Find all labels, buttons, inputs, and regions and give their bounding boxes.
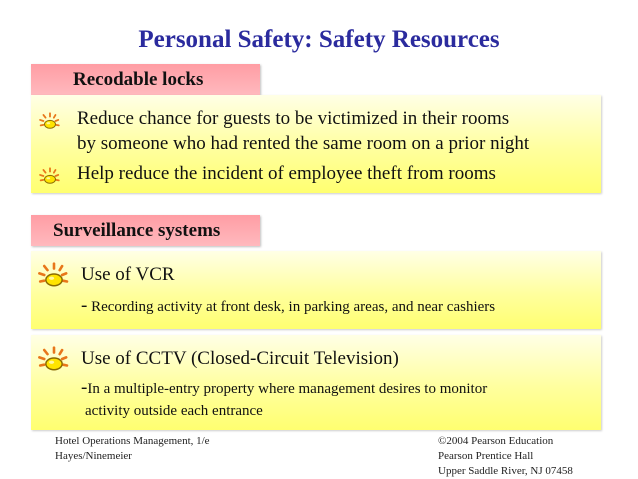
section-tab-surveillance-systems (31, 215, 260, 246)
slide-title: Personal Safety: Safety Resources (138, 26, 500, 53)
sub-item-text: Recording activity at front desk, in parking areas, and near cashiers (87, 299, 496, 315)
bullet-continuation (77, 133, 529, 155)
footer-book-title: Hotel Operations Management, 1/e (55, 435, 210, 447)
sub-item-text: In a multiple-entry property where management desires to monitor (87, 381, 488, 397)
sub-item (81, 295, 495, 317)
bullet-item (35, 348, 399, 370)
bullet-item (35, 264, 175, 286)
section-heading: Surveillance systems (53, 220, 221, 241)
footer-authors: Hayes/Ninemeier (55, 450, 132, 462)
vcr-panel (31, 251, 601, 329)
sun-bullet-icon (39, 166, 61, 186)
footer-left (55, 434, 210, 464)
bullet-text: Reduce chance for guests to be victimized in their rooms (77, 108, 510, 129)
cctv-panel (31, 335, 601, 430)
sun-bullet-icon (35, 346, 73, 372)
sun-bullet-icon (35, 262, 73, 288)
footer-publisher: Pearson Prentice Hall (438, 450, 534, 462)
sub-item (81, 377, 487, 399)
bullet-text: Help reduce the incident of employee theft from rooms (77, 163, 496, 184)
footer-right (438, 434, 573, 479)
sun-bullet-icon (39, 111, 61, 131)
sub-item-dash: - (81, 295, 88, 316)
bullet-text: Use of VCR (81, 264, 175, 285)
recodable-locks-panel (31, 95, 601, 193)
bullet-item (39, 163, 496, 185)
sub-item-continuation (85, 403, 263, 420)
bullet-text: by someone who had rented the same room on a prior night (77, 133, 530, 154)
section-tab-recodable-locks (31, 64, 260, 95)
section-heading: Recodable locks (73, 69, 204, 90)
bullet-text: Use of CCTV (Closed-Circuit Television) (81, 348, 399, 369)
bullet-item (39, 108, 509, 130)
footer-copyright: ©2004 Pearson Education (438, 435, 554, 447)
sub-item-dash: - (81, 377, 88, 398)
footer-address: Upper Saddle River, NJ 07458 (438, 465, 573, 477)
sub-item-text: activity outside each entrance (85, 403, 263, 419)
